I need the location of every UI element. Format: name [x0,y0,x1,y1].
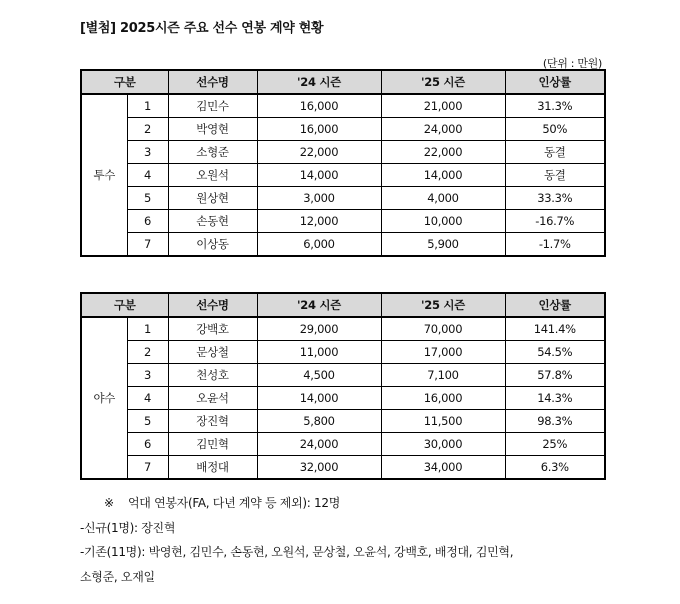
note-existing-players-cont: 소형준, 오재일 [80,569,155,584]
player-name: 이상동 [168,233,257,257]
salary-2024: 16,000 [257,94,381,118]
table-row [81,118,605,141]
salary-2025: 5,900 [381,233,505,257]
salary-2025: 70,000 [381,317,505,341]
salary-2024: 22,000 [257,141,381,164]
player-name: 박영현 [168,118,257,141]
raise-rate: 141.4% [505,317,605,341]
header-2024-season: '24 시즌 [257,70,381,94]
player-name: 김민혁 [168,433,257,456]
salary-2024: 11,000 [257,341,381,364]
salary-2024: 14,000 [257,164,381,187]
header-category: 구분 [81,70,168,94]
table-row [81,94,605,118]
notes-section [80,491,620,589]
note-summary [80,491,620,516]
table-row [81,341,605,364]
salary-2025: 10,000 [381,210,505,233]
note-new-players: -신규(1명): 장진혁 [80,520,176,535]
raise-rate: 25% [505,433,605,456]
salary-2024: 6,000 [257,233,381,257]
note-summary-text: 억대 연봉자(FA, 다년 계약 등 제외): 12명 [128,496,340,510]
raise-rate: 50% [505,118,605,141]
table-row [81,141,605,164]
raise-rate: 98.3% [505,410,605,433]
raise-rate: 54.5% [505,341,605,364]
salary-2025: 7,100 [381,364,505,387]
row-number: 1 [127,317,168,341]
table-row [81,387,605,410]
player-name: 강백호 [168,317,257,341]
group-label: 투수 [81,94,127,256]
salary-2024: 24,000 [257,433,381,456]
row-number: 1 [127,94,168,118]
salary-2025: 30,000 [381,433,505,456]
row-number: 7 [127,233,168,257]
salary-2024: 16,000 [257,118,381,141]
salary-2025: 14,000 [381,164,505,187]
raise-rate: 동결 [505,164,605,187]
salary-2025: 11,500 [381,410,505,433]
header-player-name: 선수명 [168,70,257,94]
table-row [81,210,605,233]
salary-2025: 34,000 [381,456,505,480]
salary-2025: 16,000 [381,387,505,410]
raise-rate: -16.7% [505,210,605,233]
row-number: 2 [127,118,168,141]
raise-rate: 31.3% [505,94,605,118]
row-number: 2 [127,341,168,364]
header-category: 구분 [81,293,168,317]
raise-rate: 동결 [505,141,605,164]
row-number: 4 [127,387,168,410]
group-label: 야수 [81,317,127,479]
player-name: 오윤석 [168,387,257,410]
table-row [81,317,605,341]
raise-rate: 14.3% [505,387,605,410]
table-header-row [81,70,605,94]
player-name: 김민수 [168,94,257,118]
raise-rate: 33.3% [505,187,605,210]
table-row [81,187,605,210]
table-row [81,433,605,456]
row-number: 5 [127,187,168,210]
row-number: 4 [127,164,168,187]
salary-2025: 24,000 [381,118,505,141]
row-number: 5 [127,410,168,433]
row-number: 3 [127,364,168,387]
player-name: 손동현 [168,210,257,233]
table-row [81,456,605,480]
raise-rate: -1.7% [505,233,605,257]
table-row [81,233,605,257]
salary-2025: 4,000 [381,187,505,210]
raise-rate: 6.3% [505,456,605,480]
salary-2024: 12,000 [257,210,381,233]
salary-2024: 32,000 [257,456,381,480]
player-name: 소형준 [168,141,257,164]
player-name: 장진혁 [168,410,257,433]
fielder-salary-table [80,292,606,480]
header-player-name: 선수명 [168,293,257,317]
row-number: 6 [127,210,168,233]
note-existing-players: -기존(11명): 박영현, 김민수, 손동현, 오원석, 문상철, 오윤석, 강백호, 배정대, 김민혁, [80,545,514,559]
table-row [81,410,605,433]
salary-2025: 22,000 [381,141,505,164]
salary-2024: 14,000 [257,387,381,410]
table-header-row [81,293,605,317]
document-title: [별첨] 2025시즌 주요 선수 연봉 계약 현황 [80,21,324,36]
row-number: 3 [127,141,168,164]
header-2025-season: '25 시즌 [381,293,505,317]
player-name: 원상현 [168,187,257,210]
unit-label: (단위 : 만원) [542,57,602,70]
reference-mark: ※ [104,496,114,510]
salary-2024: 29,000 [257,317,381,341]
pitcher-salary-table [80,69,606,257]
header-raise-rate: 인상률 [505,70,605,94]
player-name: 문상철 [168,341,257,364]
salary-2025: 17,000 [381,341,505,364]
salary-2025: 21,000 [381,94,505,118]
header-2025-season: '25 시즌 [381,70,505,94]
row-number: 6 [127,433,168,456]
player-name: 배정대 [168,456,257,480]
salary-2024: 5,800 [257,410,381,433]
raise-rate: 57.8% [505,364,605,387]
player-name: 천성호 [168,364,257,387]
table-row [81,364,605,387]
salary-2024: 3,000 [257,187,381,210]
row-number: 7 [127,456,168,480]
header-2024-season: '24 시즌 [257,293,381,317]
player-name: 오원석 [168,164,257,187]
salary-2024: 4,500 [257,364,381,387]
header-raise-rate: 인상률 [505,293,605,317]
table-row [81,164,605,187]
